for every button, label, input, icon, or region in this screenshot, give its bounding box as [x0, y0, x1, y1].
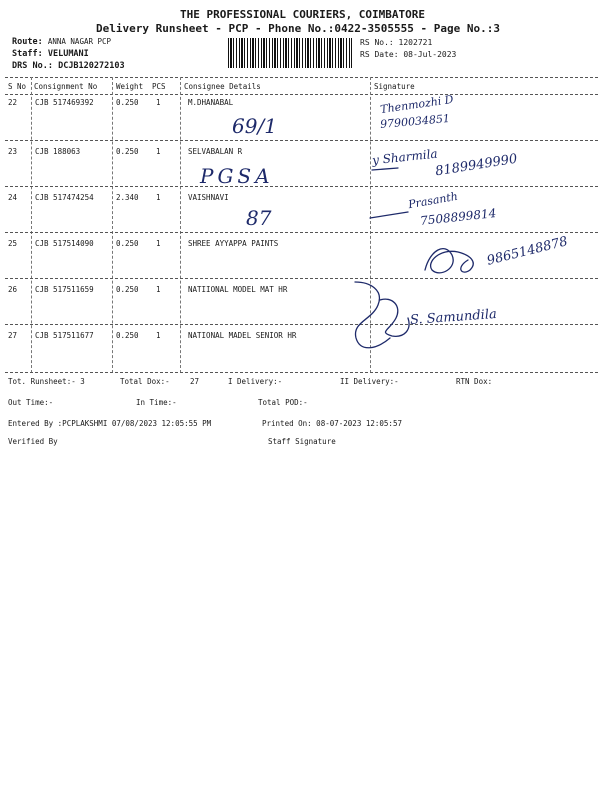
row-consignment-no: CJB 517474254 — [35, 193, 94, 202]
col-header-sno: S No — [8, 82, 27, 91]
col-header-consignment: Consignment No — [34, 82, 98, 91]
rs-date-label: RS Date: — [360, 50, 399, 59]
handwritten-signature-name: Thenmozhi D — [379, 92, 455, 117]
printed-on: Printed On: 08-07-2023 12:05:57 — [262, 419, 402, 428]
staff-value: VELUMANI — [47, 49, 89, 59]
row-consignment-no: CJB 517469392 — [35, 98, 94, 107]
col-header-weight: Weight — [116, 82, 144, 91]
row-weight: 0.250 — [116, 98, 139, 107]
row-pcs: 1 — [156, 147, 161, 156]
row-pcs: 1 — [156, 285, 161, 294]
row-sno: 25 — [8, 239, 18, 248]
ii-delivery: II Delivery:- — [340, 377, 399, 386]
in-time: In Time:- — [136, 398, 177, 407]
handwritten-door-number: 69/1 — [232, 114, 277, 138]
row-pcs: 1 — [156, 98, 161, 107]
handwritten-phone: 9865148878 — [485, 234, 570, 269]
row-consignee: SELVABALAN R — [188, 147, 243, 156]
row-weight: 2.340 — [116, 193, 139, 202]
row-sno: 27 — [8, 331, 18, 340]
i-delivery: I Delivery:- — [228, 377, 283, 386]
handwritten-phone: 8189949990 — [434, 151, 519, 180]
col-header-consignee: Consignee Details — [184, 82, 261, 91]
row-consignment-no: CJB 517514090 — [35, 239, 94, 248]
handwritten-phone: 9790034851 — [379, 111, 451, 132]
signature-dash — [372, 168, 398, 170]
row-consignee: VAISHNAVI — [188, 193, 229, 202]
row-pcs: 1 — [156, 239, 161, 248]
row-sno: 24 — [8, 193, 18, 202]
rs-no-value: 1202721 — [398, 38, 433, 47]
runsheet-subtitle: Delivery Runsheet - PCP - Phone No.:0422-3505555 - Page No.:3 — [96, 22, 500, 35]
row-consignee: M.DHANABAL — [188, 98, 234, 107]
drs-label: DRS No.: — [12, 61, 53, 71]
drs-value: DCJB120272103 — [58, 61, 125, 71]
route-value: ANNA NAGAR PCP — [47, 37, 112, 46]
row-weight: 0.250 — [116, 147, 139, 156]
total-dox-label: Total Dox:- — [120, 377, 170, 386]
row-consignment-no: CJB 188063 — [35, 147, 81, 156]
total-pod: Total POD:- — [258, 398, 308, 407]
route-label: Route: — [12, 37, 43, 47]
row-consignee: NATIIONAL MODEL MAT HR — [188, 285, 288, 294]
handwritten-phone: 7508899814 — [419, 206, 497, 228]
rtn-dox: RTN Dox: — [456, 377, 493, 386]
staff-label: Staff: — [12, 49, 43, 59]
row-sno: 26 — [8, 285, 18, 294]
row-pcs: 1 — [156, 331, 161, 340]
tot-runsheet: Tot. Runsheet:- 3 — [8, 377, 85, 386]
row-sno: 22 — [8, 98, 18, 107]
signature-dash — [370, 212, 408, 218]
row-sno: 23 — [8, 147, 18, 156]
verified-by: Verified By — [8, 437, 58, 446]
row-pcs: 1 — [156, 193, 161, 202]
col-header-signature: Signature — [374, 82, 415, 91]
row-consignment-no: CJB 517511677 — [35, 331, 94, 340]
col-header-pcs: PCS — [152, 82, 166, 91]
row-weight: 0.250 — [116, 331, 139, 340]
handwritten-signature-name: S. Samundila — [409, 306, 498, 329]
row-weight: 0.250 — [116, 239, 139, 248]
total-dox-value: 27 — [190, 377, 200, 386]
signature-scribble — [355, 282, 409, 348]
staff-signature: Staff Signature — [268, 437, 336, 446]
company-name: THE PROFESSIONAL COURIERS, COIMBATORE — [180, 8, 426, 21]
handwritten-signature-name: Prasanth — [407, 189, 459, 212]
row-consignee: SHREE AYYAPPA PAINTS — [188, 239, 279, 248]
rs-no-label: RS No.: — [360, 38, 394, 47]
row-weight: 0.250 — [116, 285, 139, 294]
out-time: Out Time:- — [8, 398, 54, 407]
signature-scribble — [425, 249, 473, 273]
entered-by: Entered By :PCPLAKSHMI 07/08/2023 12:05:55 PM — [8, 419, 212, 428]
handwritten-door-number: 87 — [246, 206, 272, 230]
row-consignee: NATIONAL MADEL SENIOR HR — [188, 331, 297, 340]
handwritten-signature-name: y Sharmila — [371, 146, 439, 168]
handwritten-door-number: PGSA — [200, 164, 274, 188]
rs-date-value: 08-Jul-2023 — [403, 50, 457, 59]
row-consignment-no: CJB 517511659 — [35, 285, 94, 294]
